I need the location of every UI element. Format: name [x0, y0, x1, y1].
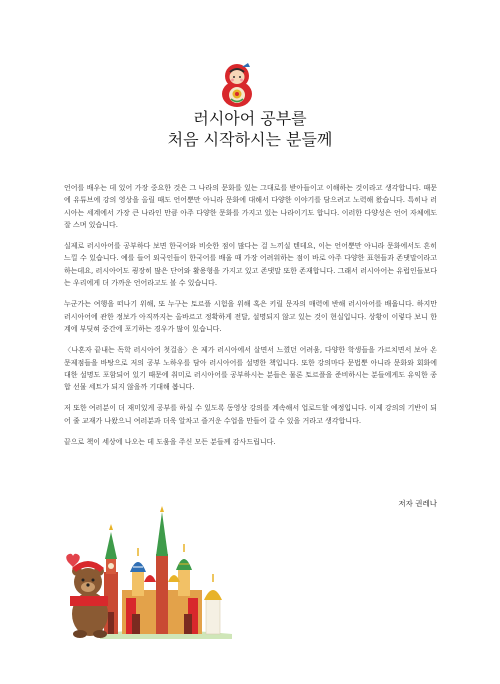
paragraph: 저 또한 여러분이 더 재미있게 공부를 하실 수 있도록 동영상 강의를 계속해서 업로드할 예정입니다. 이제 강의의 기반이 되어 줄 교재가 나왔으니 여러분과 더욱 알차고 즐거운 수업을 만들어 갈 수 있을 거라고 생각합니다.	[64, 404, 437, 425]
author-signature: 저자 권레나	[398, 499, 437, 508]
moscow-bear-illustration	[60, 502, 236, 642]
page-title-line2: 처음 시작하시는 분들께	[167, 130, 333, 149]
saint-basil-cathedral-icon	[122, 506, 202, 634]
preface-body	[64, 182, 437, 457]
tower-dome-icon	[204, 574, 222, 634]
paragraph: 끝으로 책이 세상에 나오는 데 도움을 주신 모든 분들께 감사드립니다.	[64, 438, 276, 447]
paragraph: 누군가는 여행을 떠나기 위해, 또 누구는 토르플 시험을 위해 혹은 키릴 문자의 매력에 반해 러시아어를 배웁니다. 하지만 러시아어에 관한 정보가 아직까지는 올바르고 정확하게 전달, 설명되지 않고 있는 것이 현실입니다. 상황이 이렇다 보니 한계에 부딪혀 중간에 포기하는 경우가 많이 있습니다.	[64, 300, 437, 333]
bear-icon	[70, 561, 108, 638]
matryoshka-icon	[218, 62, 256, 108]
paragraph: 실제로 러시아어를 공부하다 보면 한국어와 비슷한 점이 많다는 걸 느끼실 텐데요, 이는 언어뿐만 아니라 문화에서도 흔히 느낄 수 있습니다. 예를 들어 외국인들이 한국어를 배울 때 가장 어려워하는 점이 바로 아주 다양한 표현들과 존댓말이라고 하는데요, 러시아어도 굉장히 많은 단어와 활용형을 가지고 있고 존댓말 또한 존재합니다. 그래서 러시아어는 유럽인들보다는 우리에게 더 가까운 언어라고도 볼 수 있습니다.	[64, 242, 437, 288]
paragraph: 〈나혼자 끝내는 독학 러시아어 첫걸음〉은 제가 러시아에서 살면서 느꼈던 어려움, 다양한 학생들을 가르치면서 보아 온 문제점들을 바탕으로 저의 공부 노하우를 담아 러시아어를 설명한 책입니다. 또한 강의마다 문법뿐 아니라 문화와 회화에 대한 설명도 포함되어 있기 때문에 취미로 러시아어를 공부하시는 분들은 물론 토르플을 준비하시는 분들에게도 유익한 종합 선물 세트가 되지 않을까 기대해 봅니다.	[64, 346, 437, 392]
page-title-line1: 러시아어 공부를	[193, 109, 307, 128]
paragraph: 언어를 배우는 데 있어 가장 중요한 것은 그 나라의 문화를 있는 그대로를 받아들이고 이해하는 것이라고 생각합니다. 때문에 유튜브에 강의 영상을 올릴 때도 언어뿐만 아니라 문화에 대해서 다양한 이야기를 담으려고 노력해 왔습니다. 특히나 러시아는 세계에서 가장 큰 나라인 만큼 아주 다양한 문화를 가지고 있는 나라이기도 합니다. 이러한 다양성은 언어 자체에도 잘 스며 있습니다.	[64, 184, 437, 229]
